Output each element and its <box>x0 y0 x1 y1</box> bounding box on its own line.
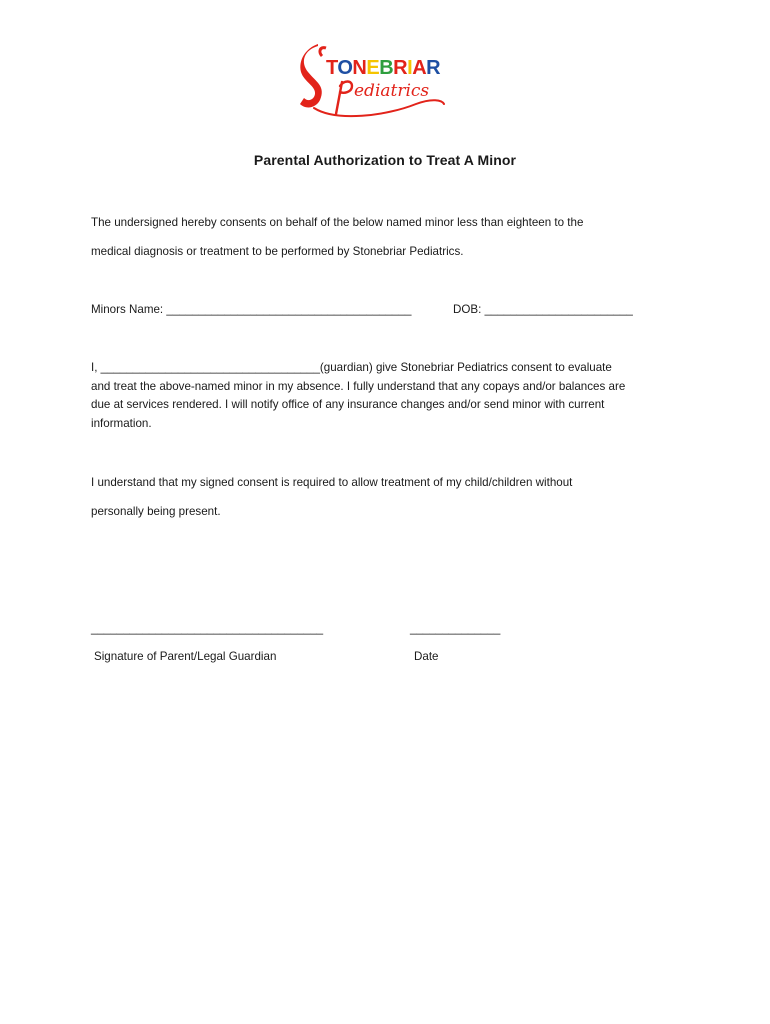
minors-name-field[interactable]: Minors Name: ______________________________________ <box>91 303 412 316</box>
intro-line-1: The undersigned hereby consents on behalf of the below named minor less than eighteen to the <box>91 216 584 229</box>
document-title: Parental Authorization to Treat A Minor <box>253 152 517 168</box>
guardian-line-2: and treat the above-named minor in my absence. I fully understand that any copays and/or balances are <box>91 379 626 393</box>
guardian-line-1[interactable]: I, __________________________________(guardian) give Stonebriar Pediatrics consent to evaluate <box>91 361 612 374</box>
svg-text:ediatrics: ediatrics <box>354 81 430 101</box>
consent-line-2: personally being present. <box>91 505 221 518</box>
guardian-line-3: due at services rendered. I will notify office of any insurance changes and/or send minor with current <box>91 398 605 411</box>
signature-line[interactable]: ____________________________________ <box>91 622 324 635</box>
dob-field[interactable]: DOB: _______________________ <box>453 303 633 316</box>
consent-line-1: I understand that my signed consent is required to allow treatment of my child/children without <box>91 476 573 489</box>
logo-graphic <box>296 42 456 126</box>
signature-label: Signature of Parent/Legal Guardian <box>94 650 277 663</box>
guardian-line-4: information. <box>91 416 152 430</box>
svg-text:TONEBRIAR: TONEBRIAR <box>326 57 441 79</box>
date-line[interactable]: ______________ <box>410 622 501 635</box>
date-label: Date <box>414 650 439 663</box>
intro-line-2: medical diagnosis or treatment to be performed by Stonebriar Pediatrics. <box>91 245 464 258</box>
guardian-paragraph <box>91 359 691 433</box>
stonebriar-pediatrics-logo <box>296 42 456 126</box>
